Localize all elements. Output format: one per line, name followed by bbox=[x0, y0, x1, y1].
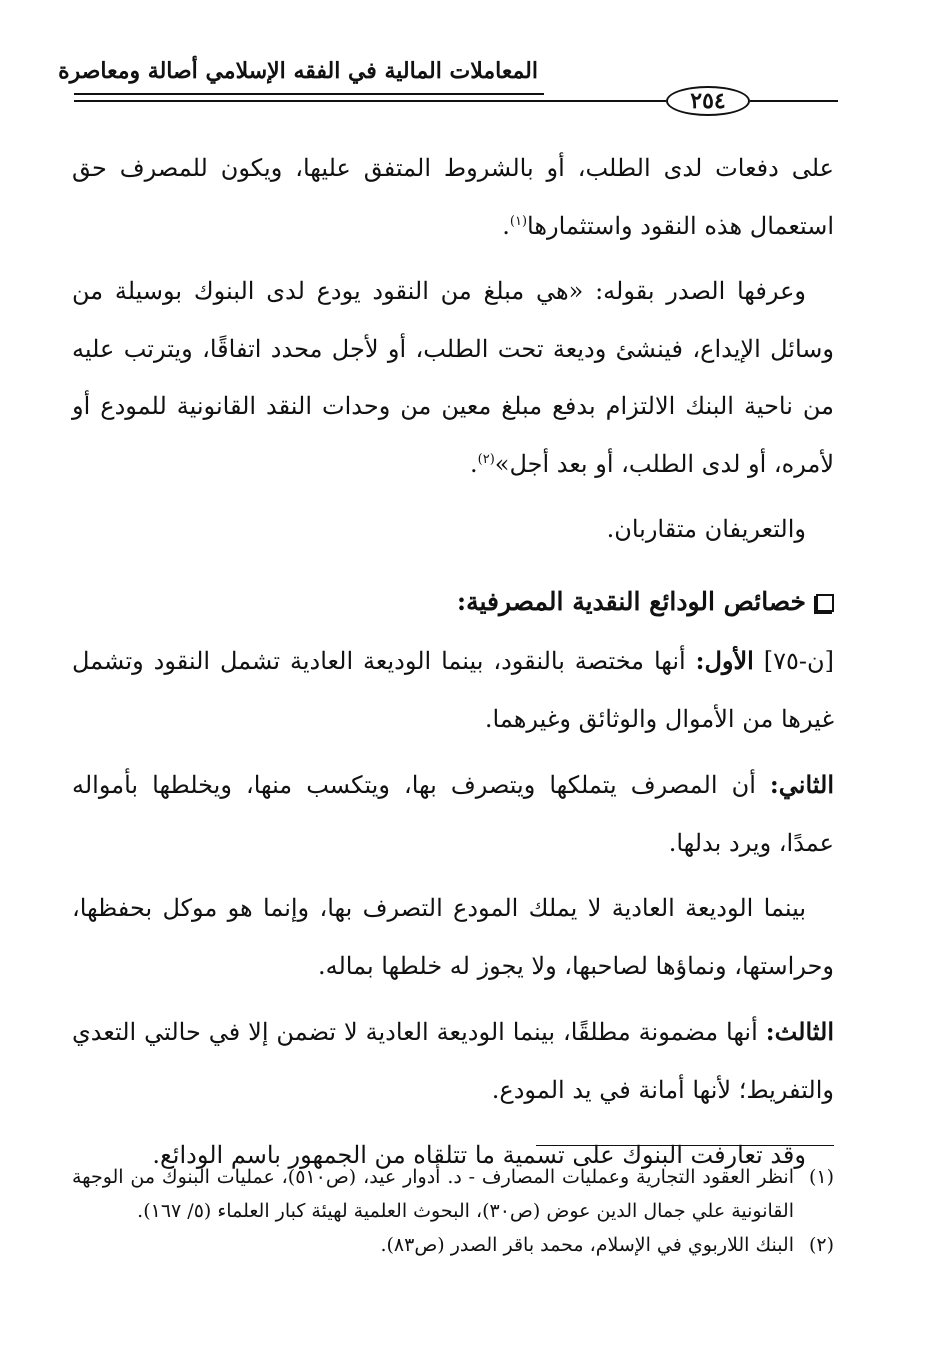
main-text bbox=[72, 140, 834, 1193]
paragraph-1-text: على دفعات لدى الطلب، أو بالشروط المتفق عليها، ويكون للمصرف حق استعمال هذه النقود واستثمارها bbox=[72, 154, 834, 240]
paragraph-8: وقد تعارفت البنوك على تسمية ما تتلقاه من الجمهور باسم الودائع. bbox=[152, 1141, 806, 1169]
point-2-label: الثاني: bbox=[769, 770, 834, 799]
page-number: ٢٥٤ bbox=[666, 86, 750, 116]
running-title: المعاملات المالية في الفقه الإسلامي أصالة ومعاصرة bbox=[58, 58, 538, 84]
paragraph-7 bbox=[72, 1003, 834, 1119]
footnote-1 bbox=[72, 1160, 834, 1228]
footnote-ref-2[interactable]: (٢) bbox=[477, 451, 495, 467]
header-rule-lower bbox=[750, 100, 838, 102]
footnote-separator bbox=[536, 1145, 834, 1146]
header-rule-left bbox=[74, 100, 666, 102]
paragraph-5-text: أن المصرف يتملكها ويتصرف بها، ويتكسب منها، ويخلطها بأمواله عمدًا، ويرد بدلها. bbox=[72, 771, 834, 857]
paragraph-7-text: أنها مضمونة مطلقًا، بينما الوديعة العادية لا تضمن إلا في حالتي التعدي والتفريط؛ لأنها أمانة في يد المودع. bbox=[72, 1018, 834, 1104]
point-3-label: الثالث: bbox=[765, 1017, 834, 1046]
section-marker: [ن-٧٥] bbox=[763, 647, 834, 675]
paragraph-2-end: . bbox=[469, 449, 478, 478]
footnote-2-number: (٢) bbox=[808, 1234, 834, 1256]
footnote-2 bbox=[72, 1228, 834, 1262]
paragraph-5 bbox=[72, 756, 834, 872]
paragraph-2 bbox=[72, 263, 834, 493]
paragraph-2-text: وعرفها الصدر بقوله: «هي مبلغ من النقود يودع لدى البنوك بوسيلة من وسائل الإيداع، فينشئ وديعة تحت الطلب، أو لأجل محدد اتفاقًا، ويترتب عليه من ناحية البنك الالتزام بدفع مبلغ معين من وحدات النقد القانونية للمودع أو لأمره، أو لدى الطلب، أو بعد أجل» bbox=[72, 277, 834, 478]
section-heading bbox=[72, 573, 834, 631]
footnote-1-text: انظر العقود التجارية وعمليات المصارف - د. أدوار عيد، (ص٥١٠)، عمليات البنوك من الوجهة القانونية علي جمال الدين عوض (ص٣٠)، البحوث العلمية لهيئة كبار العلماء (٥/ ١٦٧). bbox=[72, 1166, 794, 1222]
paragraph-1 bbox=[72, 140, 834, 255]
footnote-2-text: البنك اللاربوي في الإسلام، محمد باقر الصدر (ص٨٣). bbox=[380, 1234, 794, 1256]
paragraph-4-text: أنها مختصة بالنقود، بينما الوديعة العادية تشمل النقود وتشمل غيرها من الأموال والوثائق وغيرهما. bbox=[72, 647, 834, 733]
footnote-ref-1[interactable]: (١) bbox=[509, 213, 528, 229]
paragraph-4 bbox=[72, 632, 834, 748]
footnotes bbox=[72, 1160, 834, 1262]
point-1-label: الأول: bbox=[695, 646, 754, 675]
header-rule bbox=[74, 93, 544, 95]
checkbox-bullet-icon bbox=[816, 594, 834, 612]
paragraph-3: والتعريفان متقاربان. bbox=[606, 515, 806, 543]
footnote-1-number: (١) bbox=[808, 1166, 834, 1188]
paragraph-6: بينما الوديعة العادية لا يملك المودع التصرف بها، وإنما هو موكل بحفظها، وحراستها، ونماؤها لصاحبها، ولا يجوز له خلطها بماله. bbox=[72, 894, 834, 980]
section-heading-text: خصائص الودائع النقدية المصرفية: bbox=[456, 586, 806, 616]
paragraph-1-end: . bbox=[502, 211, 510, 240]
